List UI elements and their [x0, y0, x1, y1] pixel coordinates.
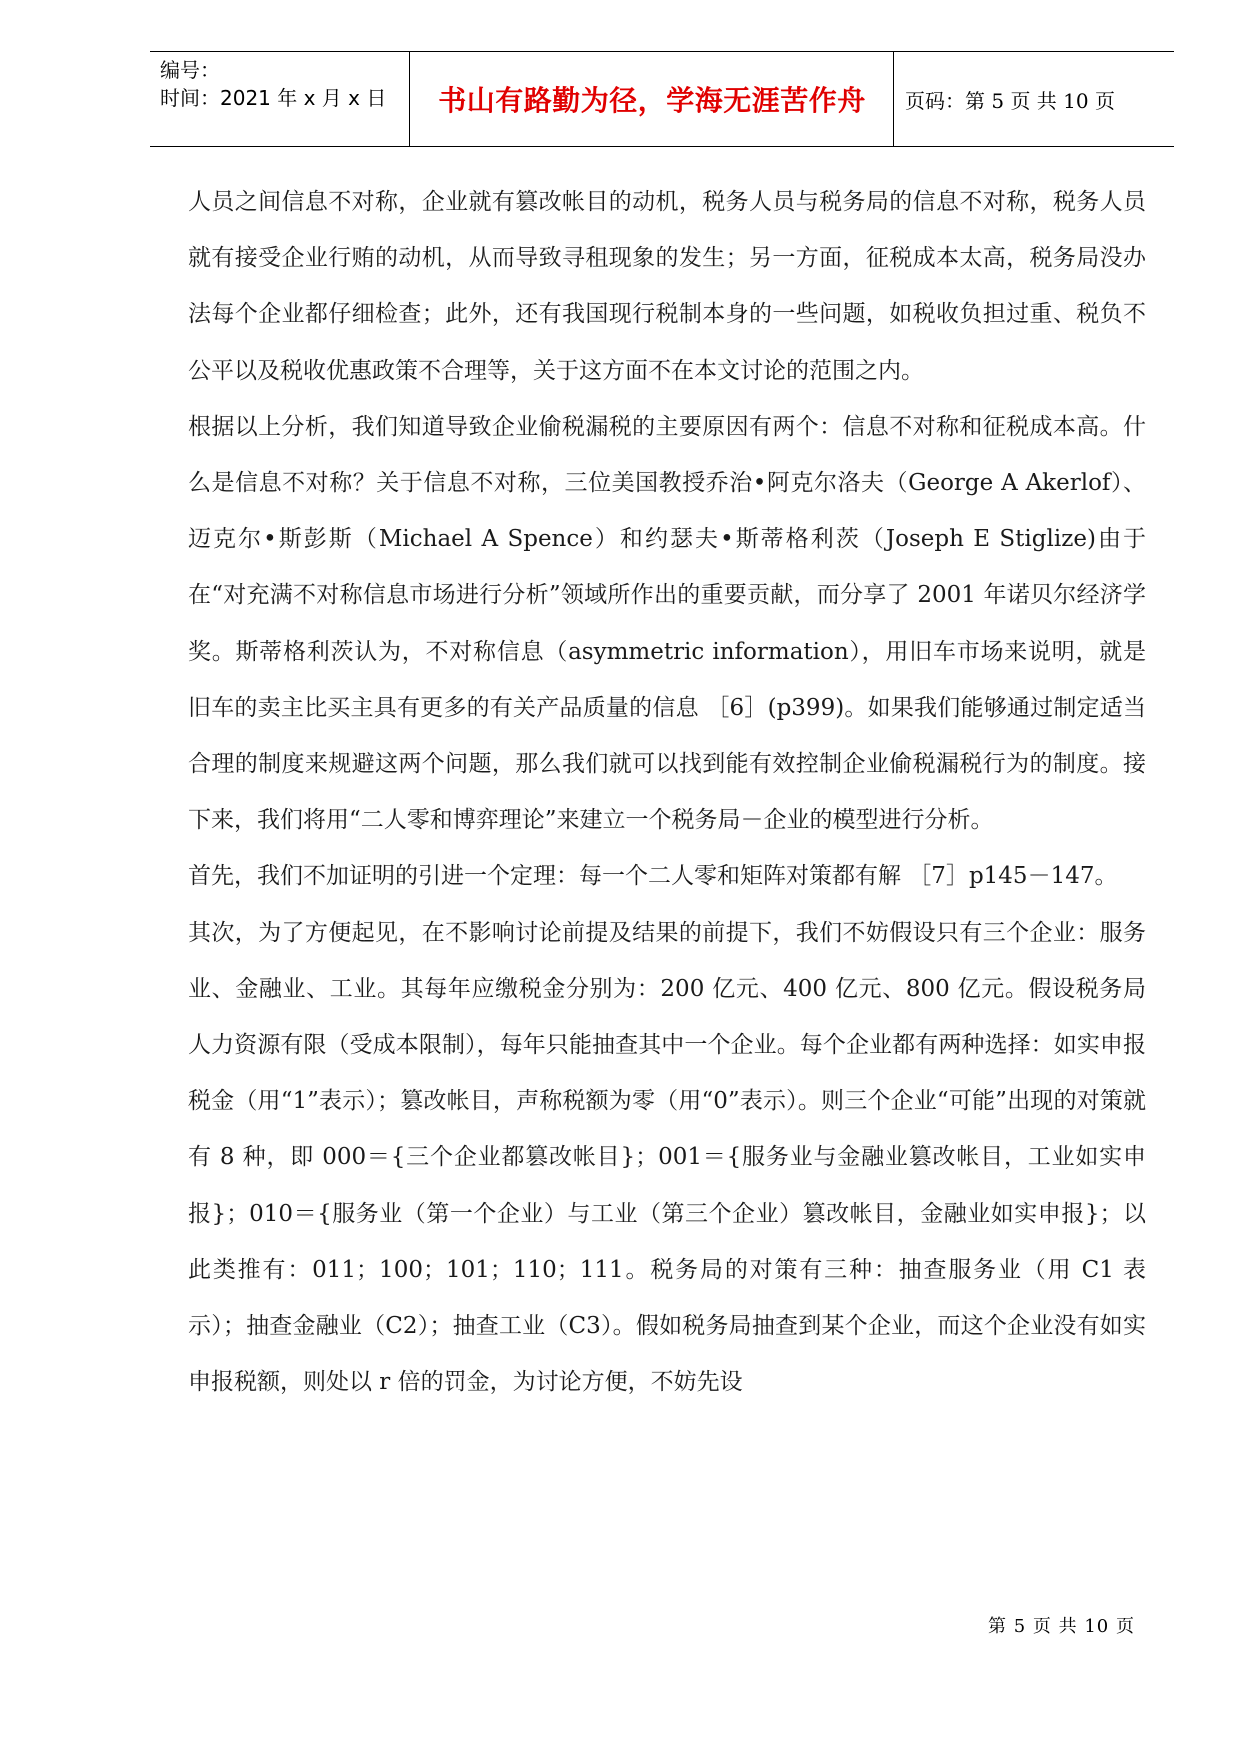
page-footer: 第 5 页 共 10 页: [988, 1616, 1135, 1637]
paragraph: 首先，我们不加证明的引进一个定理：每一个二人零和矩阵对策都有解 ［7］p145－147。: [188, 863, 1118, 890]
header-motto: 书山有路勤为径，学海无涯苦作舟: [438, 84, 866, 117]
header-divider: [893, 52, 894, 146]
header-page-number: 页码：第 5 页 共 10 页: [905, 88, 1115, 113]
paragraph: 人员之间信息不对称，企业就有篡改帐目的动机，税务人员与税务局的信息不对称，税务人员就有接受企业行贿的动机，从而导致寻租现象的发生；另一方面，征税成本太高，税务局没办法每个企业都仔细检查；此外，还有我国现行税制本身的一些问题，如税收负担过重、税负不公平以及税收优惠政策不合理等，关于这方面不在本文讨论的范围之内。: [188, 189, 1146, 384]
paragraph: 根据以上分析，我们知道导致企业偷税漏税的主要原因有两个：信息不对称和征税成本高。什么是信息不对称？关于信息不对称，三位美国教授乔治•阿克尔洛夫（George A Akerlof）、迈克尔•斯彭斯（Michael A Spence）和约瑟夫•斯蒂格利茨（Joseph E Stiglize)由于在“对充满不对称信息市场进行分析”领域所作出的重要贡献，而分享了 2001 年诺贝尔经济学奖。斯蒂格利茨认为，不对称信息（asymmetric information），用旧车市场来说明，就是旧车的卖主比买主具有更多的有关产品质量的信息 ［6］(p399)。如果我们能够通过制定适当合理的制度来规避这两个问题，那么我们就可以找到能有效控制企业偷税漏税行为的制度。接下来，我们将用“二人零和博弈理论”来建立一个税务局－企业的模型进行分析。: [188, 413, 1146, 834]
body-text: [188, 174, 1146, 1410]
header-divider: [409, 52, 410, 146]
page-header: [150, 51, 1174, 147]
date-label: 时间：2021 年 x 月 x 日: [160, 86, 387, 110]
serial-number-label: 编号：: [160, 58, 220, 82]
paragraph: 其次，为了方便起见，在不影响讨论前提及结果的前提下，我们不妨假设只有三个企业：服务业、金融业、工业。其每年应缴税金分别为：200 亿元、400 亿元、800 亿元。假设税务局人力资源有限（受成本限制），每年只能抽查其中一个企业。每个企业都有两种选择：如实申报税金（用“1”表示）；篡改帐目，声称税额为零（用“0”表示）。则三个企业“可能”出现的对策就有 8 种，即 000＝{三个企业都篡改帐目}；001＝{服务业与金融业篡改帐目，工业如实申报}；010＝{服务业（第一个企业）与工业（第三个企业）篡改帐目，金融业如实申报}；以此类推有：011；100；101；110；111。税务局的对策有三种：抽查服务业（用 C1 表示）；抽查金融业（C2）；抽查工业（C3）。假如税务局抽查到某个企业，而这个企业没有如实申报税额，则处以 r 倍的罚金，为讨论方便，不妨先设: [188, 919, 1146, 1396]
